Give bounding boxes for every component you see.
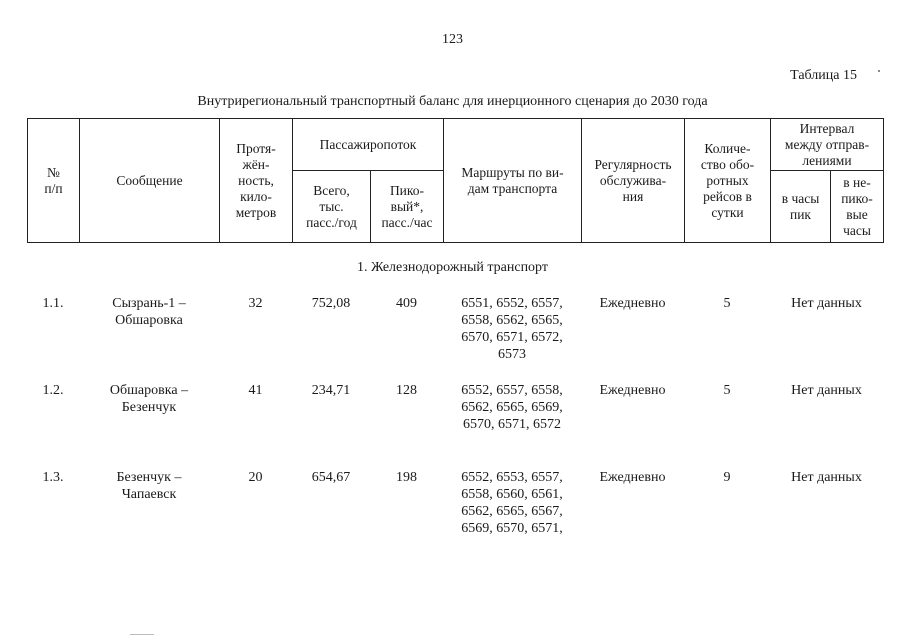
- cell-interval: Нет данных: [791, 470, 862, 485]
- header-length: Протя- жён- ность, кило- метров: [220, 119, 293, 243]
- cell-connection: Сызрань-1 – Обшаровка: [112, 296, 186, 328]
- cell-num: 1.2.: [42, 383, 64, 398]
- header-peak: Пико- вый*, пасс./час: [371, 171, 444, 243]
- table-header: [27, 118, 884, 243]
- header-peak-hours: в часы пик: [771, 171, 831, 243]
- cell-routes: 6552, 6557, 6558, 6562, 6565, 6569, 6570, 6571, 6572: [461, 383, 563, 432]
- scan-speck: [130, 634, 154, 635]
- cell-peak: 409: [396, 296, 417, 311]
- cell-connection: Безенчук – Чапаевск: [116, 470, 182, 502]
- cell-trips: 5: [723, 383, 731, 398]
- header-passenger-flow: Пассажиропоток: [293, 119, 444, 171]
- header-routes: Маршруты по ви- дам транспорта: [444, 119, 582, 243]
- header-trips: Количе- ство обо- ротных рейсов в сутки: [685, 119, 771, 243]
- cell-routes: 6552, 6553, 6557, 6558, 6560, 6561, 6562, 6565, 6567, 6569, 6570, 6571,: [461, 470, 563, 536]
- scan-speck: [878, 70, 880, 72]
- header-connection: Сообщение: [80, 119, 220, 243]
- section-heading: 1. Железнодорожный транспорт: [356, 260, 548, 275]
- cell-connection: Обшаровка – Безенчук: [109, 383, 189, 415]
- cell-length: 41: [248, 383, 263, 398]
- cell-trips: 9: [723, 470, 731, 485]
- cell-routes: 6551, 6552, 6557, 6558, 6562, 6565, 6570, 6571, 6572, 6573: [461, 296, 563, 362]
- header-regularity: Регулярность обслужива- ния: [582, 119, 685, 243]
- cell-total: 654,67: [311, 470, 351, 485]
- table-row: [0, 382, 905, 437]
- header-offpeak-hours: в не- пико- вые часы: [831, 171, 884, 243]
- cell-interval: Нет данных: [791, 296, 862, 311]
- cell-regularity: Ежедневно: [599, 470, 666, 485]
- cell-regularity: Ежедневно: [599, 296, 666, 311]
- cell-trips: 5: [723, 296, 731, 311]
- cell-total: 752,08: [311, 296, 351, 311]
- table-title: Внутрирегиональный транспортный баланс для инерционного сценария до 2030 года: [197, 94, 708, 109]
- cell-total: 234,71: [311, 383, 351, 398]
- page-number: 123: [442, 32, 463, 47]
- cell-length: 32: [248, 296, 263, 311]
- cell-length: 20: [248, 470, 263, 485]
- table-row: [0, 469, 905, 541]
- table-row: [0, 295, 905, 365]
- cell-num: 1.1.: [42, 296, 64, 311]
- cell-interval: Нет данных: [791, 383, 862, 398]
- cell-num: 1.3.: [42, 470, 64, 485]
- header-total: Всего, тыс. пасс./год: [293, 171, 371, 243]
- cell-peak: 198: [396, 470, 417, 485]
- cell-peak: 128: [396, 383, 417, 398]
- table-label: Таблица 15: [790, 68, 857, 83]
- header-interval: Интервал между отправ- лениями: [771, 119, 884, 171]
- cell-regularity: Ежедневно: [599, 383, 666, 398]
- header-num: № п/п: [28, 119, 80, 243]
